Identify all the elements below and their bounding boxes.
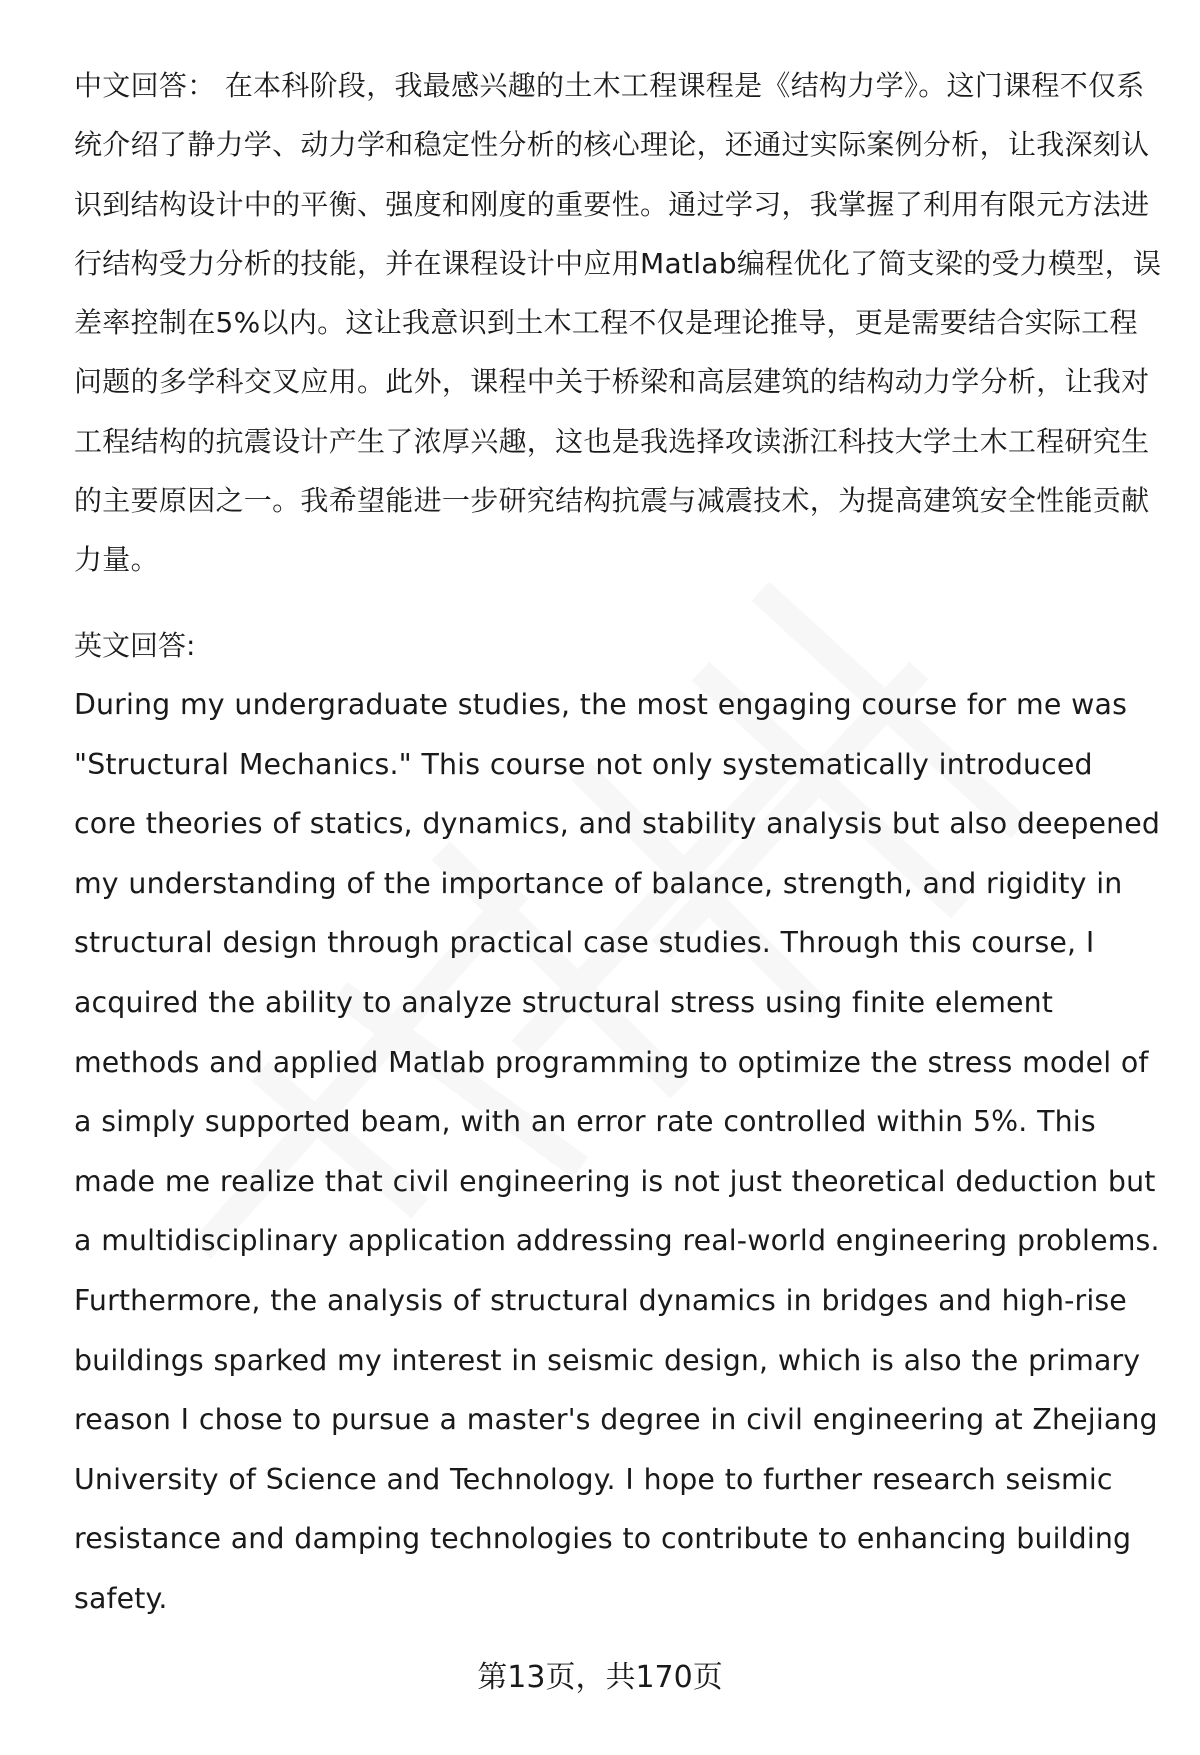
chinese-answer-paragraph: 中文回答： 在本科阶段，我最感兴趣的土木工程课程是《结构力学》。这门课程不仅系统介绍了静力学、动力学和稳定性分析的核心理论，还通过实际案例分析，让我深刻认识到结构设计中的平衡、强度和刚度的重要性。通过学习，我掌握了利用有限元方法进行结构受力分析的技能，并在课程设计中应用Matlab编程优化了简支梁的受力模型，误差率控制在5%以内。这让我意识到土木工程不仅是理论推导，更是需要结合实际工程问题的多学科交叉应用。此外，课程中关于桥梁和高层建筑的结构动力学分析，让我对工程结构的抗震设计产生了浓厚兴趣，这也是我选择攻读浙江科技大学土木工程研究生的主要原因之一。我希望能进一步研究结构抗震与减震技术，为提高建筑安全性能贡献力量。 [74,69,1162,577]
document-body [74,56,1164,1628]
english-answer-paragraph: During my undergraduate studies, the most engaging course for me was "Structural Mechanics." This course not only systematically introduced core theories of statics, dynamics, and stability analysis but also deepened my understanding of the importance of balance, strength, and rigidity in structural design through practical case studies. Through this course, I acquired the ability to analyze structural stress using finite element methods and applied Matlab programming to optimize the stress model of a simply supported beam, with an error rate controlled within 5%. This made me realize that civil engineering is not just theoretical deduction but a multidisciplinary application addressing real-world engineering problems. Furthermore, the analysis of structural dynamics in bridges and high-rise buildings sparked my interest in seismic design, which is also the primary reason I chose to pursue a master's degree in civil engineering at Zhejiang University of Science and Technology. I hope to further research seismic resistance and damping technologies to contribute to enhancing building safety. [74,687,1161,1615]
page-number-footer: 第13页，共170页 [477,1660,723,1695]
english-answer-label: 英文回答: [74,628,196,662]
